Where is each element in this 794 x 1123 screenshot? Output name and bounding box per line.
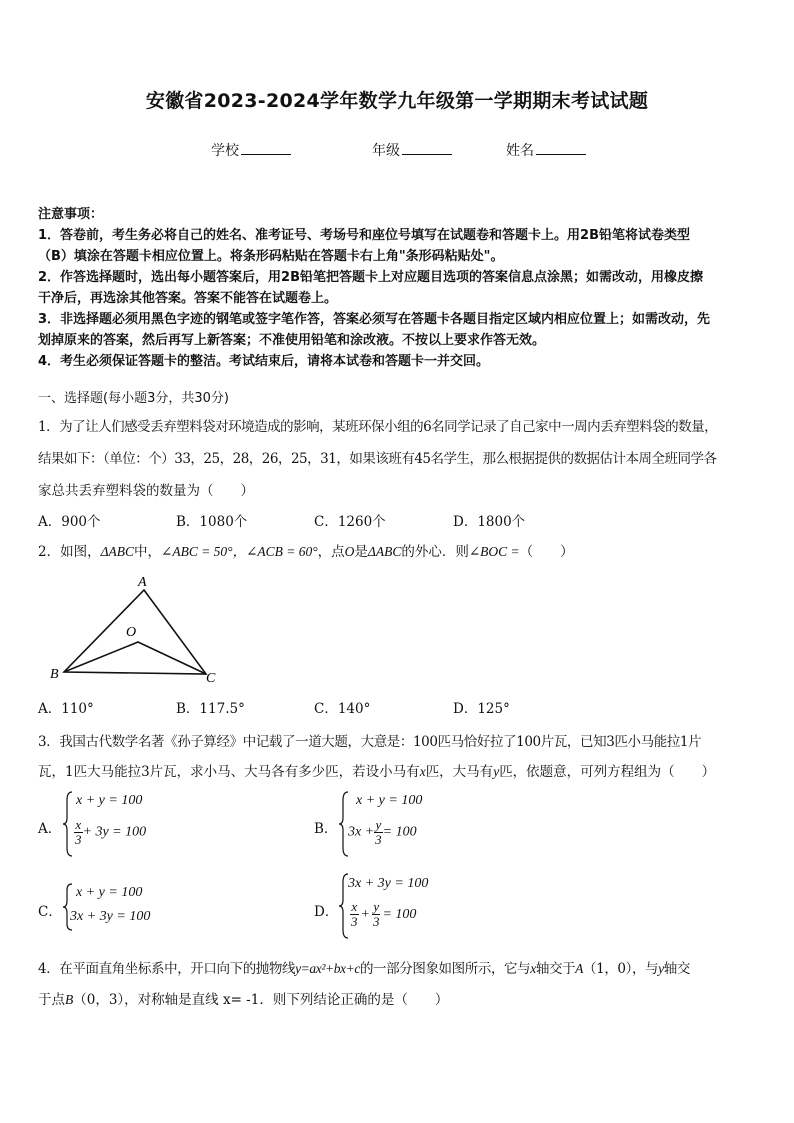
q2-angles: ∠ABC = 50°，∠ACB = 60° [161,544,318,559]
fraction-num: x [75,817,82,832]
notice-line: 干净后，再选涂其他答案。答案不能答在试题卷上。 [38,291,338,306]
vertex-a-label: A [138,575,147,590]
fraction-den: 3 [372,914,380,929]
q2-suffix: （ ） [519,544,574,560]
q3-var-x: x [419,764,426,779]
q4-text: 的一部分图象如图所示，它与 [359,961,531,977]
q3-d-eq2-tail: = 100 [382,906,417,922]
name-label: 姓名 [506,143,534,159]
q2-text: 中， [134,544,162,560]
q4-line [38,957,690,977]
q2-stem [38,540,574,560]
q3-d-eq2 [350,900,416,929]
q3-option-a-label: A． [38,821,62,837]
q2-triangle: ΔABC [367,544,402,559]
q4-x-axis: x [530,961,536,976]
notice-line: 1．答卷前，考生务必将自己的姓名、准考证号、考场号和座位号填写在试题卷和答题卡上。用2B铅笔将试卷类型 [38,228,691,243]
q4-line [38,988,448,1008]
grade-blank [402,140,452,155]
q3-a-eq1: x + y = 100 [76,793,143,808]
page-title: 安徽省2023-2024学年数学九年级第一学期期末考试试题 [145,90,649,112]
q4-text: （1，0），与 [583,961,659,977]
q4-y-axis: y [658,961,664,976]
q4-text: 4．在平面直角坐标系中，开口向下的抛物线 [38,961,296,977]
q3-var-y: y [493,764,500,779]
q1-option-c: C．1260个 [314,514,386,530]
q4-function: y=ax²+bx+c [295,961,360,976]
q3-a-fraction [74,818,83,847]
q1-line: 家总共丢弃塑料袋的数量为（ ） [38,483,254,499]
q3-a-eq2-tail: + 3y = 100 [82,824,147,840]
q2-option-a: A．110° [38,701,94,717]
triangle-figure [40,570,230,685]
section-heading: 一、选择题(每小题3分，共30分) [38,391,229,406]
q2-text: 的外心．则 [401,544,469,560]
q2-text: ，点 [317,544,345,560]
q3-text: 匹，依题意，可列方程组为（ ） [499,764,716,780]
q2-option-c: C．140° [314,701,371,717]
notice-heading: 注意事项： [38,207,104,222]
q1-option-b: B．1080个 [176,514,248,530]
q2-option-d: D．125° [453,701,510,717]
plus-sign: + [360,906,370,922]
q3-b-eq1: x + y = 100 [356,793,423,808]
name-blank [536,140,586,155]
q3-b-eq2-tail: = 100 [382,824,417,840]
q1-option-a: A．900个 [38,514,101,530]
q2-text: 是 [354,544,368,560]
vertex-b-label: B [50,667,59,682]
q3-d-fraction-2 [372,900,381,929]
notice-line: 4．考生必须保证答题卡的整洁。考试结束后，请将本试卷和答题卡一并交回。 [38,354,490,369]
q4-text: 轴交 [663,961,690,977]
fraction-den: 3 [351,914,358,929]
notice-line: 划掉原来的答案，然后再写上新答案；不准使用铅笔和涂改液。不按以上要求作答无效。 [38,333,546,348]
q3-d-fraction-1 [350,900,359,929]
grade-field [372,140,452,160]
fraction-num: x [351,899,358,914]
q4-point-b: B [65,992,74,1007]
q3-d-eq1: 3x + 3y = 100 [348,876,429,891]
q3-line: 3．我国古代数学名著《孙子算经》中记载了一道大题，大意是：100匹马恰好拉了100片瓦，已知3匹小马能拉1片 [38,734,702,750]
school-field [211,140,291,160]
q3-a-eq2 [74,818,146,847]
q3-b-eq2 [348,818,417,847]
q1-line: 结果如下：（单位：个）33，25，28，26，25，31，如果该班有45名学生，那么根据提供的数据估计本周全班同学各 [38,451,717,467]
fraction-den: 3 [375,832,382,847]
q4-point-a: A [575,961,584,976]
segments-bo-oc [64,642,206,674]
q2-option-b: B．117.5° [176,701,245,717]
q4-text: 于点 [38,992,65,1008]
q3-option-d-label: D． [314,904,339,920]
fraction-num: y [373,899,380,914]
q4-text: （0，3），对称轴是直线 x= -1．则下列结论正确的是（ ） [73,992,449,1008]
vertex-c-label: C [206,671,216,685]
q3-text: 瓦，1匹大马能拉3片瓦，求小马、大马各有多少匹，若设小马有 [38,764,420,780]
q4-text: 轴交于 [535,961,576,977]
grade-label: 年级 [372,143,400,159]
q3-b-fraction [374,818,383,847]
q3-c-eq1: x + y = 100 [76,885,143,900]
brace-icon [62,790,74,858]
q3-text: 匹，大马有 [425,764,494,780]
q2-point-o: O [344,544,355,559]
notice-line: 2．作答选择题时，选出每小题答案后，用2B铅笔把答题卡上对应题目选项的答案信息点涂黑；如需改动，用橡皮擦 [38,270,704,285]
name-field [506,140,586,160]
q1-line: 1．为了让人们感受丢弃塑料袋对环境造成的影响，某班环保小组的6名同学记录了自己家中一周内丢弃塑料袋的数量， [38,419,718,435]
q3-line [38,760,715,780]
notice-line: （B）填涂在答题卡相应位置上。将条形码粘贴在答题卡右上角"条形码粘贴处"。 [38,249,504,264]
fraction-num: y [375,817,382,832]
notice-line: 3．非选择题必须用黑色字迹的钢笔或签字笔作答，答案必须写在答题卡各题目指定区域内相应位置上；如需改动，先 [38,312,711,327]
fraction-den: 3 [75,832,82,847]
school-blank [241,140,291,155]
q2-prefix: 2．如图， [38,544,101,560]
q3-option-b-label: B． [314,821,338,837]
school-label: 学校 [211,143,239,159]
q2-angle-boc: ∠BOC = [468,544,520,559]
point-o-label: O [126,625,137,640]
q3-c-eq2: 3x + 3y = 100 [70,909,151,924]
q2-triangle: ΔABC [100,544,135,559]
q1-option-d: D．1800个 [453,514,526,530]
q3-option-c-label: C． [38,904,62,920]
q3-b-eq2-head: 3x + [348,824,375,840]
